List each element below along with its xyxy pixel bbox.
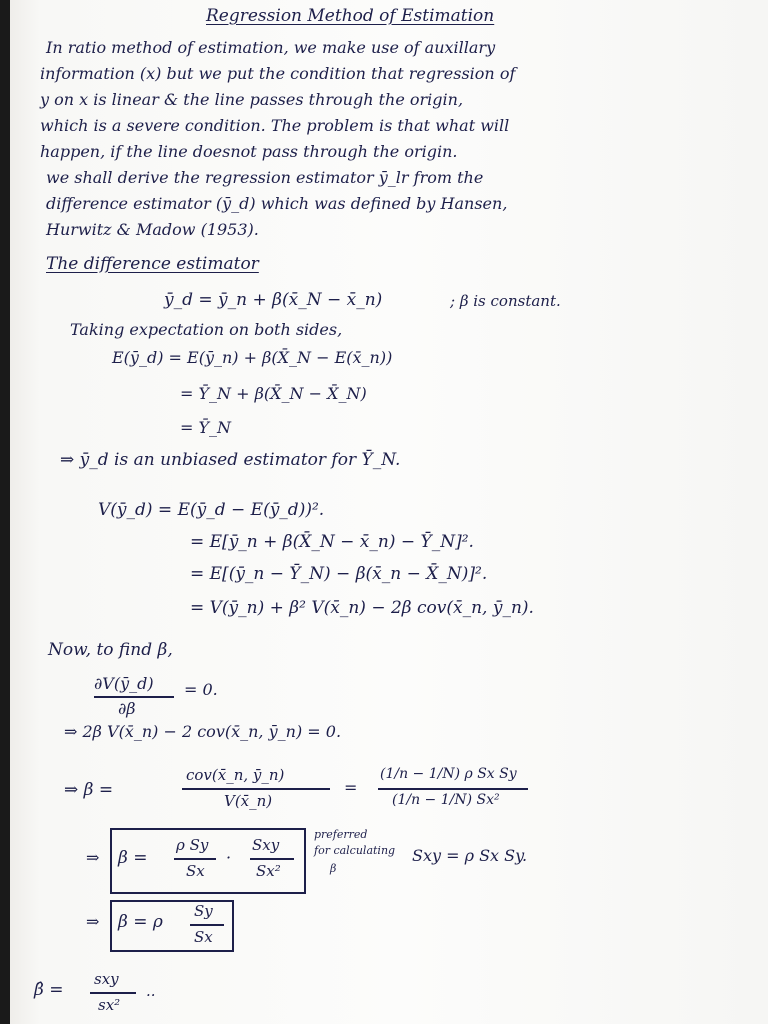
beta-hat-lhs: β̂ = xyxy=(34,980,64,1000)
beta-expression-lhs: ⇒ β = xyxy=(64,780,114,800)
boxed-2-numerator: Sy xyxy=(194,902,213,920)
intro-line-3: y on x is linear & the line passes through the origin, xyxy=(40,90,464,109)
boxed-1-fraction-b-bar xyxy=(250,858,294,860)
boxed-2-arrow: ⇒ xyxy=(86,912,100,931)
preferred-note-line-2: for calculating xyxy=(314,844,396,857)
boxed-1-fraction-b-numerator: Sxy xyxy=(252,836,280,854)
boxed-2-lhs: β = ρ xyxy=(118,912,163,932)
preferred-note-line-3: β xyxy=(330,862,337,875)
unbiased-statement: ⇒ ȳ_d is an unbiased estimator for Ȳ_N. xyxy=(60,450,401,470)
variance-line-1: V(ȳ_d) = E(ȳ_d − E(ȳ_d))². xyxy=(98,500,325,520)
estimator-equation: ȳ_d = ȳ_n + β(x̄_N − x̄_n) xyxy=(164,290,383,310)
derivative-denominator: ∂β xyxy=(118,699,136,718)
intro-line-8: Hurwitz & Madow (1953). xyxy=(46,220,259,239)
beta-fraction-2-bar xyxy=(378,788,528,790)
derivative-numerator: ∂V(ȳ_d) xyxy=(94,674,154,693)
intro-line-1: In ratio method of estimation, we make use of auxillary xyxy=(46,38,496,57)
derivative-result: ⇒ 2β V(x̄_n) − 2 cov(x̄_n, ȳ_n) = 0. xyxy=(64,722,342,741)
boxed-1-arrow: ⇒ xyxy=(86,848,100,867)
beta-equals-2: = xyxy=(344,778,358,797)
sxy-relation: Sxy = ρ Sx Sy. xyxy=(412,846,528,865)
boxed-1-dot: · xyxy=(226,848,232,867)
boxed-1-fraction-a-denominator: Sx xyxy=(186,862,205,880)
beta-fraction-1-numerator: cov(x̄_n, ȳ_n) xyxy=(186,766,285,784)
boxed-2-fraction-bar xyxy=(190,924,224,926)
derivative-fraction-bar xyxy=(94,696,174,698)
box-1-top-edge xyxy=(110,828,306,830)
beta-fraction-2-denominator: (1/n − 1/N) Sx² xyxy=(392,792,500,808)
beta-fraction-2-numerator: (1/n − 1/N) ρ Sx Sy xyxy=(380,766,517,782)
intro-line-5: happen, if the line doesnot pass through the origin. xyxy=(40,142,458,161)
intro-line-2: information (x) but we put the condition that regression of xyxy=(40,64,516,83)
boxed-2-denominator: Sx xyxy=(194,928,213,946)
box-2-bottom-edge xyxy=(110,950,234,952)
beta-hat-tail: .. xyxy=(146,982,156,1000)
beta-hat-fraction-bar xyxy=(90,992,136,994)
intro-line-7: difference estimator (ȳ_d) which was defined by Hansen, xyxy=(46,194,508,213)
expectation-line-1: E(ȳ_d) = E(ȳ_n) + β(X̄_N − E(x̄_n)) xyxy=(112,348,393,367)
expectation-line-2: = Ȳ_N + β(X̄_N − X̄_N) xyxy=(180,384,367,403)
box-2-left-edge xyxy=(110,900,112,952)
difference-estimator-heading: The difference estimator xyxy=(46,254,259,274)
box-1-right-edge xyxy=(304,828,306,894)
boxed-1-fraction-a-bar xyxy=(174,858,216,860)
page-title: Regression Method of Estimation xyxy=(206,6,495,26)
variance-line-3: = E[(ȳ_n − Ȳ_N) − β(x̄_n − X̄_N)]². xyxy=(190,564,488,584)
variance-line-4: = V(ȳ_n) + β² V(x̄_n) − 2β cov(x̄_n, ȳ_n). xyxy=(190,598,534,618)
boxed-1-lhs: β = xyxy=(118,848,148,868)
intro-line-4: which is a severe condition. The problem is that what will xyxy=(40,116,510,135)
box-1-bottom-edge xyxy=(110,892,306,894)
variance-line-2: = E[ȳ_n + β(X̄_N − x̄_n) − Ȳ_N]². xyxy=(190,532,474,552)
box-2-right-edge xyxy=(232,900,234,952)
intro-line-6: we shall derive the regression estimator ȳ_lr from the xyxy=(46,168,484,187)
box-1-left-edge xyxy=(110,828,112,894)
boxed-1-fraction-a-numerator: ρ Sy xyxy=(176,836,209,854)
find-beta-heading: Now, to find β, xyxy=(48,640,173,660)
boxed-1-fraction-b-denominator: Sx² xyxy=(256,862,281,880)
derivative-rhs: = 0. xyxy=(184,680,218,699)
expectation-heading: Taking expectation on both sides, xyxy=(70,320,343,339)
beta-hat-denominator: sx² xyxy=(98,996,121,1014)
beta-hat-numerator: sxy xyxy=(94,970,119,988)
beta-fraction-1-denominator: V(x̄_n) xyxy=(224,792,273,810)
box-2-top-edge xyxy=(110,900,234,902)
beta-constant-note: ; β is constant. xyxy=(450,292,561,310)
binding-edge xyxy=(0,0,10,1024)
expectation-line-3: = Ȳ_N xyxy=(180,418,232,437)
preferred-note-line-1: preferred xyxy=(314,828,368,841)
beta-fraction-1-bar xyxy=(182,788,330,790)
